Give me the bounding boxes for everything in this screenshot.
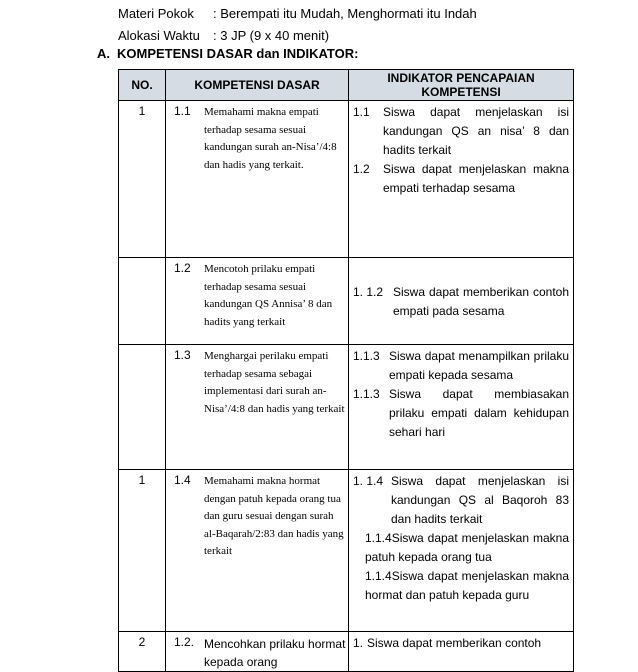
indicator-item: 1.1.4Siswa dapat menjelaskan makna patuh kepada orang tua <box>365 531 569 564</box>
indicator-item: 1.1.4Siswa dapat menjelaskan makna hormat dan patuh kepada guru <box>365 569 569 602</box>
row-number <box>119 258 166 345</box>
indicator-text: Siswa dapat menjelaskan isi kandungan QS an nisa’ 8 dan hadits terkait <box>383 105 569 157</box>
kd-cell <box>166 101 349 258</box>
table-row <box>119 258 574 345</box>
row-number: 2 <box>119 632 166 672</box>
indicator-item <box>353 385 569 442</box>
header-no: NO. <box>119 70 166 101</box>
indicator-text: Siswa dapat menjelaskan makna empati terhadap sesama <box>383 162 569 195</box>
kd-cell <box>166 470 349 632</box>
indicator-number: 1.1.3 <box>353 349 380 363</box>
row-number: 1 <box>119 101 166 258</box>
indicator-item <box>353 103 569 160</box>
materi-pokok-label: Materi Pokok <box>118 6 194 21</box>
indicator-number: 1.2 <box>353 162 370 176</box>
indicator-text: Siswa dapat menjelaskan isi kandungan QS al Baqoroh 83 dan hadits terkait <box>391 474 569 526</box>
row-number: 1 <box>119 470 166 632</box>
indicator-cell <box>349 101 574 258</box>
indicator-cell <box>349 258 574 345</box>
kd-text: Mencohkan prilaku hormat kepada orang <box>204 637 346 669</box>
indicator-number: 1. 1.4 <box>353 474 384 488</box>
kd-text: Memahami makna hormat dengan patuh kepada orang tua dan guru sesuai dengan surah al-Baqarah/2:83 dan hadis yang terkait <box>204 475 344 557</box>
indicator-item <box>353 283 569 321</box>
header-kompetensi-dasar: KOMPETENSI DASAR <box>166 70 349 101</box>
table-row <box>119 345 574 470</box>
indicator-text: Siswa dapat memberikan contoh <box>367 636 542 650</box>
indicator-text: Siswa dapat menampilkan prilaku empati kepada sesama <box>389 349 569 382</box>
indicator-item <box>353 634 569 653</box>
kd-number: 1.3 <box>174 348 191 362</box>
indicator-number: 1.1 <box>353 105 370 119</box>
kd-text: Mencotoh prilaku empati terhadap sesama sesuai kandungan QS Annisa’ 8 dan hadits yang terkait <box>204 263 333 328</box>
indicator-text: Siswa dapat memberikan contoh empati pada sesama <box>393 285 569 318</box>
header-indikator: INDIKATOR PENCAPAIAN KOMPETENSI <box>349 70 574 101</box>
indicator-number: 1. <box>353 636 364 650</box>
indicator-number: 1. 1.2 <box>353 285 384 299</box>
table-header-row <box>119 70 574 101</box>
kompetensi-table <box>118 69 574 672</box>
indicator-text: Siswa dapat membiasakan prilaku empati dalam kehidupan sehari hari <box>389 387 569 439</box>
indicator-cell <box>349 632 574 672</box>
kd-number: 1.1 <box>174 104 191 118</box>
indicator-item <box>353 472 569 529</box>
kd-text: Menghargai perilaku empati terhadap sesama sebagai implementasi dari surah an-Nisa’/4:8 dan hadis yang terkait <box>204 350 345 415</box>
section-heading <box>97 46 358 61</box>
table-row <box>119 632 574 672</box>
indicator-item <box>353 160 569 198</box>
table-row <box>119 470 574 632</box>
alokasi-waktu-label: Alokasi Waktu <box>118 28 200 43</box>
alokasi-waktu-value: : 3 JP (9 x 40 menit) <box>213 28 330 43</box>
section-title: KOMPETENSI DASAR dan INDIKATOR: <box>117 46 359 61</box>
kd-cell <box>166 345 349 470</box>
kd-number: 1.2. <box>174 635 195 649</box>
kd-number: 1.4 <box>174 473 191 487</box>
indicator-number: 1.1.3 <box>353 387 380 401</box>
row-number <box>119 345 166 470</box>
kd-number: 1.2 <box>174 261 191 275</box>
indicator-cell <box>349 345 574 470</box>
section-number: A. <box>97 46 110 61</box>
kd-cell <box>166 632 349 672</box>
materi-pokok-value: : Berempati itu Mudah, Menghormati itu Indah <box>213 6 477 21</box>
kd-cell <box>166 258 349 345</box>
kd-text: Memahami makna empati terhadap sesama sesuai kandungan surah an-Nisa’/4:8 dan hadis yang terkait. <box>204 106 337 171</box>
table-row <box>119 101 574 258</box>
indicator-item <box>353 347 569 385</box>
indicator-cell <box>349 470 574 632</box>
